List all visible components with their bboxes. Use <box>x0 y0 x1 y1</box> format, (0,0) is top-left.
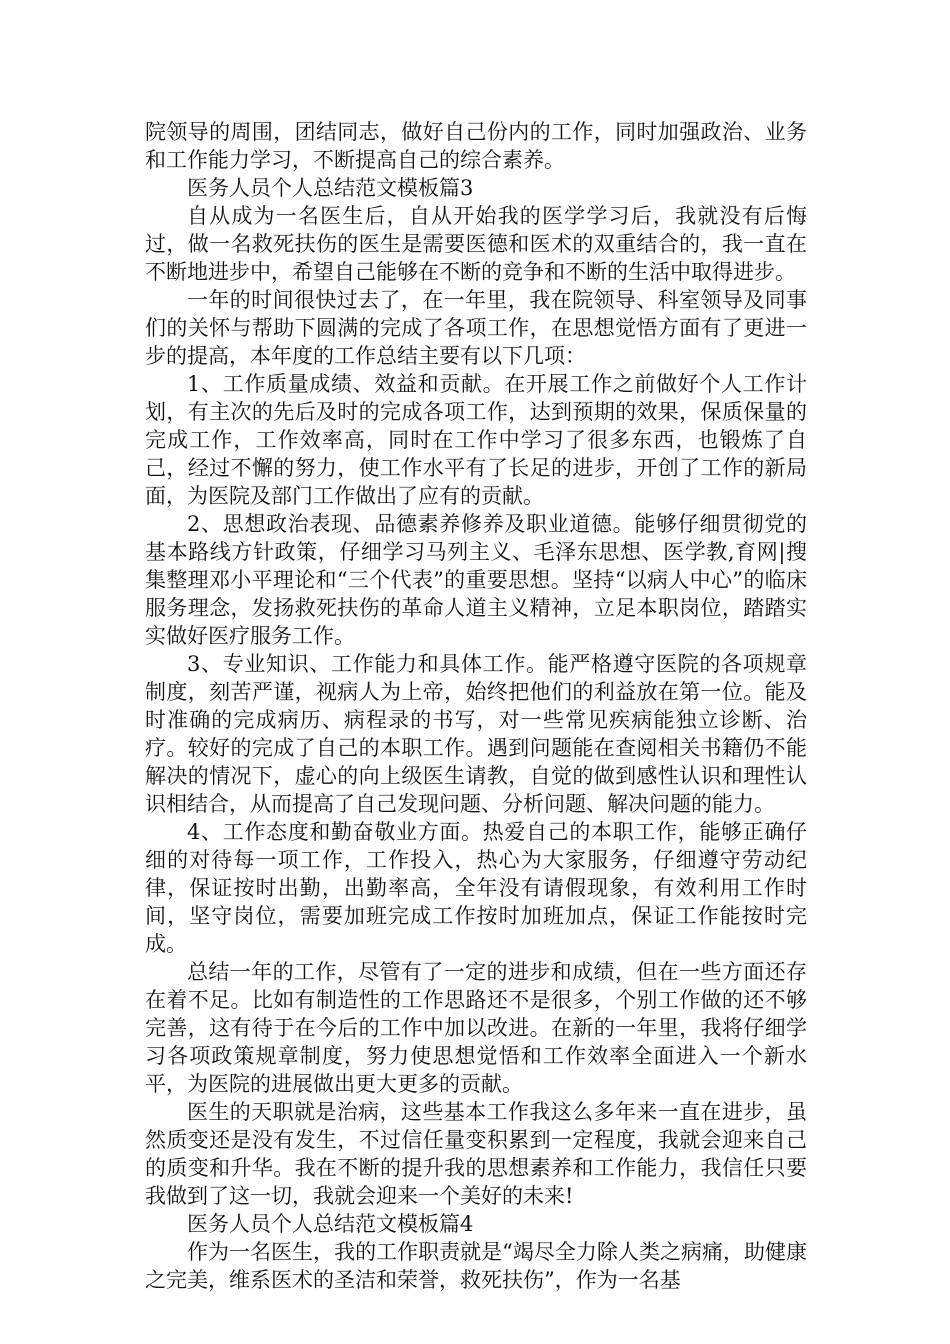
section-heading-3: 医务人员个人总结范文模板篇3 <box>187 176 474 200</box>
paragraph: 1、工作质量成绩、效益和贡献。在开展工作之前做好个人工作计划，有主次的先后及时的完成各项工作，达到预期的效果，保质保量的完成工作，工作效率高，同时在工作中学习了很多东西，也锻炼了自己，经过不懈的努力，使工作水平有了长足的进步，开创了工作的新局面，为医院及部门工作做出了应有的贡献。 <box>145 372 807 508</box>
paragraph: 2、思想政治表现、品德素养修养及职业道德。能够仔细贯彻党的基本路线方针政策，仔细学习马列主义、毛泽东思想、医学教,育网|搜集整理邓小平理论和“三个代表”的重要思想。坚持“以病人中心”的临床服务理念，发扬救死扶伤的革命人道主义精神，立足本职岗位，踏踏实实做好医疗服务工作。 <box>145 512 807 648</box>
paragraph-cut-off: 作为一名医生，我的工作职责就是“竭尽全力除人类之病痛，助健康之完美，维系医术的圣洁和荣誉，救死扶伤”，作为一名基 <box>145 1240 807 1292</box>
paragraph: 自从成为一名医生后，自从开始我的医学学习后，我就没有后悔过，做一名救死扶伤的医生是需要医德和医术的双重结合的，我一直在不断地进步中，希望自己能够在不断的竞争和不断的生活中取得进步。 <box>145 204 807 284</box>
paragraph: 4、工作态度和勤奋敬业方面。热爱自己的本职工作，能够正确仔细的对待每一项工作，工作投入，热心为大家服务，仔细遵守劳动纪律，保证按时出勤，出勤率高，全年没有请假现象，有效利用工作时间，坚守岗位，需要加班完成工作按时加班加点，保证工作能按时完成。 <box>145 820 807 956</box>
paragraph-continued: 院领导的周围，团结同志，做好自己份内的工作，同时加强政治、业务和工作能力学习，不断提高自己的综合素养。 <box>145 120 807 172</box>
section-heading-4: 医务人员个人总结范文模板篇4 <box>187 1212 474 1236</box>
paragraph: 一年的时间很快过去了，在一年里，我在院领导、科室领导及同事们的关怀与帮助下圆满的完成了各项工作，在思想觉悟方面有了更进一步的提高，本年度的工作总结主要有以下几项： <box>145 288 807 368</box>
paragraph: 医生的天职就是治病，这些基本工作我这么多年来一直在进步，虽然质变还是没有发生，不过信任量变积累到一定程度，我就会迎来自己的质变和升华。我在不断的提升我的思想素养和工作能力，我信任只要我做到了这一切，我就会迎来一个美好的未来! <box>145 1100 807 1208</box>
document-body <box>145 118 807 1294</box>
paragraph: 总结一年的工作，尽管有了一定的进步和成绩，但在一些方面还存在着不足。比如有制造性的工作思路还不是很多，个别工作做的还不够完善，这有待于在今后的工作中加以改进。在新的一年里，我将仔细学习各项政策规章制度，努力使思想觉悟和工作效率全面进入一个新水平，为医院的进展做出更大更多的贡献。 <box>145 960 807 1096</box>
paragraph: 3、专业知识、工作能力和具体工作。能严格遵守医院的各项规章制度，刻苦严谨，视病人为上帝，始终把他们的利益放在第一位。能及时准确的完成病历、病程录的书写，对一些常见疾病能独立诊断、治疗。较好的完成了自己的本职工作。遇到问题能在查阅相关书籍仍不能解决的情况下，虚心的向上级医生请教，自觉的做到感性认识和理性认识相结合，从而提高了自己发现问题、分析问题、解决问题的能力。 <box>145 652 807 816</box>
